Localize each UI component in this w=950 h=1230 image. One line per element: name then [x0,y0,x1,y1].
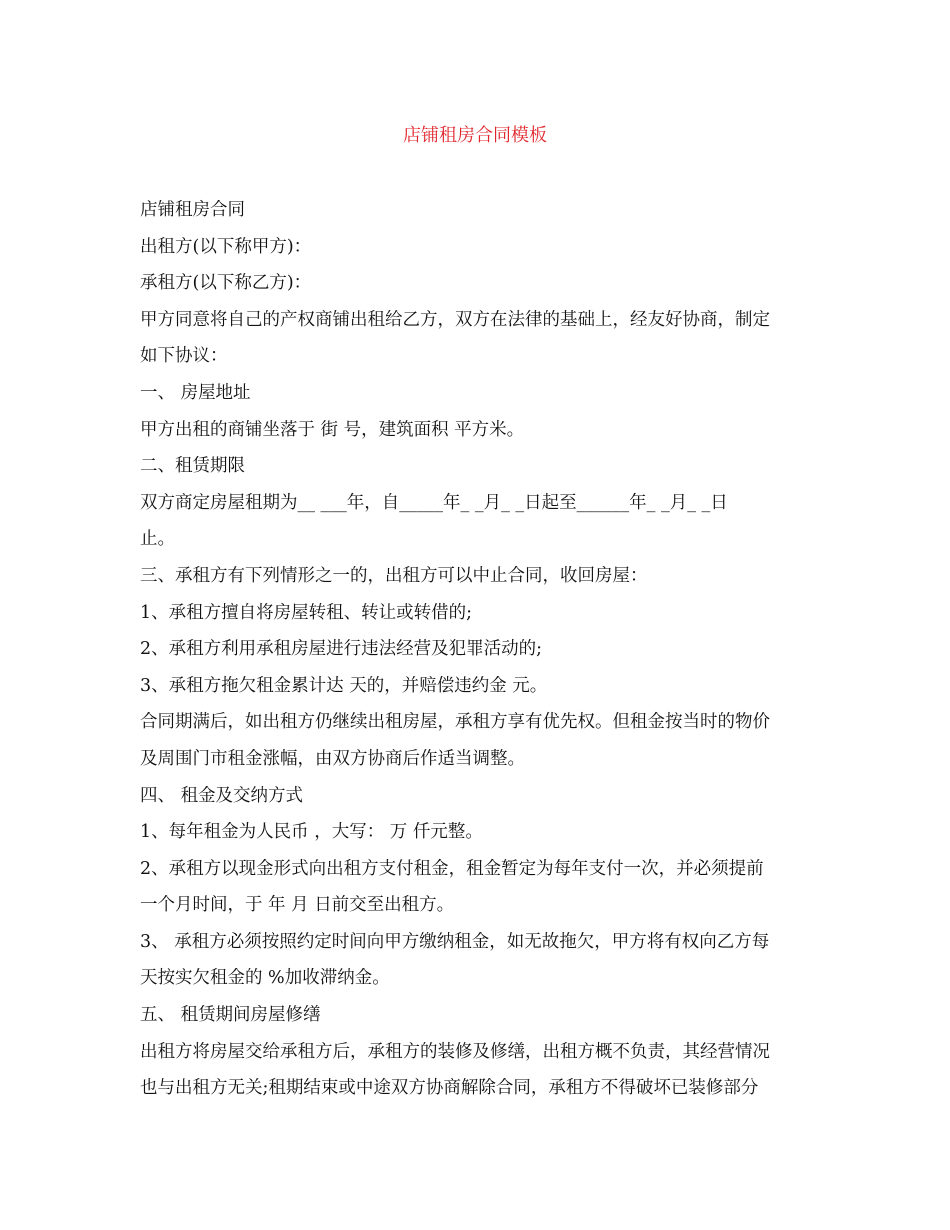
clause-item: 3、 承租方必须按照约定时间向甲方缴纳租金，如无故拖欠，甲方将有权向乙方每 [140,931,770,952]
section-heading: 三、承租方有下列情形之一的，出租方可以中止合同，收回房屋： [140,565,648,586]
section-heading: 四、 租金及交纳方式 [140,785,304,806]
intro-paragraph-line: 甲方同意将自己的产权商铺出租给乙方，双方在法律的基础上，经友好协商，制定 [140,309,770,330]
document-title: 店铺租房合同模板 [403,125,547,146]
section-heading: 二、租赁期限 [140,456,245,477]
clause-item: 1、承租方擅自将房屋转租、转让或转借的; [140,602,473,623]
contract-heading: 店铺租房合同 [140,200,245,220]
clause-item: 一个月时间，于 年 月 日前交至出租方。 [140,895,455,916]
paragraph-line: 止。 [140,529,175,550]
document-body [140,192,816,1107]
paragraph-line: 及周围门市租金涨幅，由双方协商后作适当调整。 [140,748,525,769]
lessee-line: 承租方(以下称乙方)： [140,273,312,294]
section-heading: 五、 租赁期间房屋修缮 [140,1005,321,1026]
intro-paragraph-line: 如下协议： [140,346,228,367]
paragraph-line: 双方商定房屋租期为__ ___年，自_____年_ _月_ _日起至______年_ _月_ _日 [140,492,728,513]
clause-item: 天按实欠租金的 %加收滞纳金。 [140,968,390,989]
clause-item: 2、承租方利用承租房屋进行违法经营及犯罪活动的; [140,639,543,660]
clause-item: 1、每年租金为人民币 ，大写： 万 仟元整。 [140,822,483,843]
section-heading: 一、 房屋地址 [140,382,251,403]
paragraph-line: 甲方出租的商铺坐落于 街 号，建筑面积 平方米。 [140,419,525,440]
paragraph-line: 出租方将房屋交给承租方后，承租方的装修及修缮，出租方概不负责，其经营情况 [140,1041,770,1062]
paragraph-line: 也与出租方无关;租期结束或中途双方协商解除合同，承租方不得破坏已装修部分 [140,1078,759,1099]
paragraph-line: 合同期满后，如出租方仍继续出租房屋，承租方享有优先权。但租金按当时的物价 [140,712,770,733]
clause-item: 3、承租方拖欠租金累计达 天的，并赔偿违约金 元。 [140,675,548,696]
clause-item: 2、承租方以现金形式向出租方支付租金，租金暂定为每年支付一次，并必须提前 [140,858,764,879]
lessor-line: 出租方(以下称甲方)： [140,236,312,257]
